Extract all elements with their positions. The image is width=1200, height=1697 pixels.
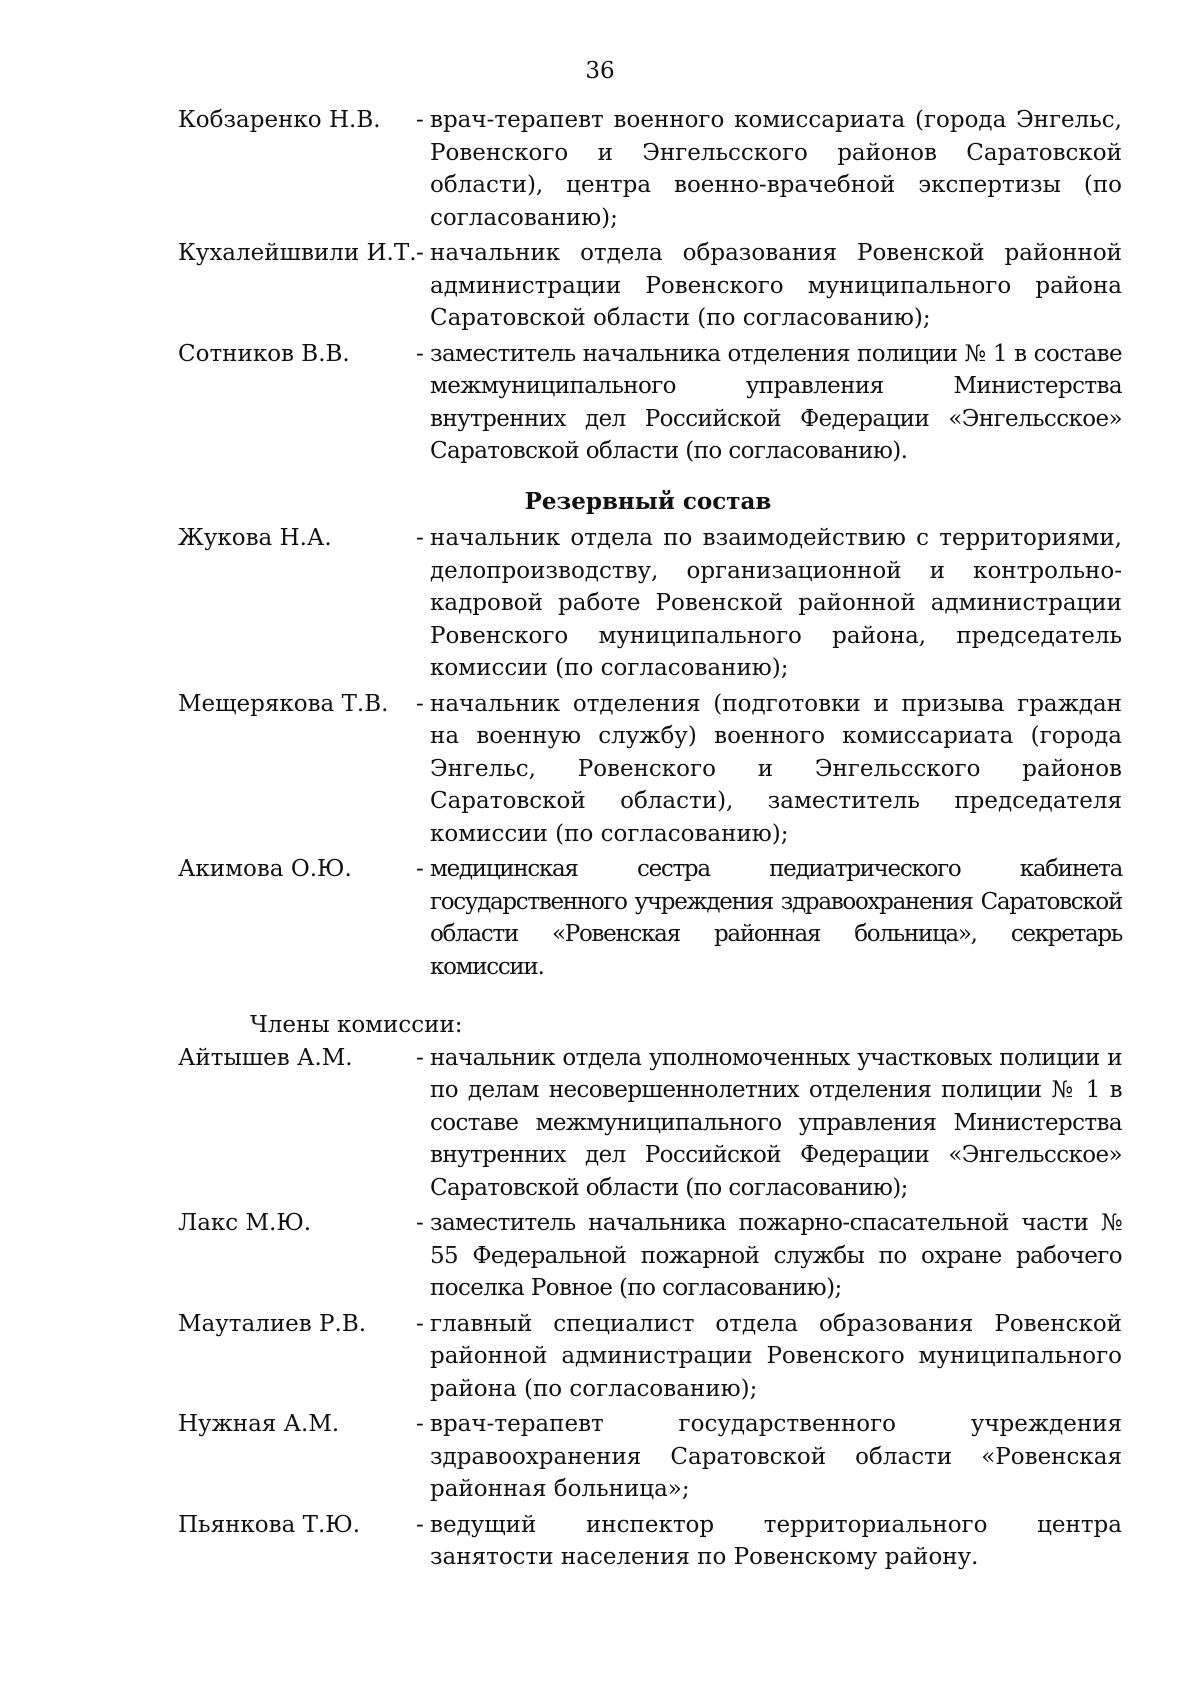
person-role: заместитель начальника пожарно-спасательной части № 55 Федеральной пожарной службы по охране рабочего поселка Ровное (по согласованию);	[430, 1210, 1122, 1301]
list-item	[178, 1207, 1122, 1305]
person-name: Пьянкова Т.Ю.	[178, 1511, 361, 1538]
list-item	[178, 688, 1122, 851]
person-role: заместитель начальника отделения полиции № 1 в составе межмуниципального управления Министерства внутренних дел Российской Федерации «Энгельсское» Саратовской области (по согласованию).	[430, 340, 1122, 464]
list-item	[178, 237, 1122, 335]
dash: -	[416, 1310, 424, 1337]
section-title: Резервный состав	[524, 487, 772, 515]
dash: -	[416, 1411, 424, 1437]
dash: -	[416, 525, 424, 551]
dash: -	[416, 856, 424, 882]
person-name: Акимова О.Ю.	[178, 856, 352, 882]
dash: -	[416, 1511, 424, 1538]
person-name: Айтышев А.М.	[178, 1044, 353, 1071]
page-number: 36	[585, 58, 615, 84]
person-role: начальник отдела уполномоченных участковых полиции и по делам несовершеннолетних отделения полиции № 1 в составе межмуниципального управления Министерства внутренних дел Российской Федерации «Энгельсское» Саратовской области (по согласованию);	[430, 1044, 1122, 1201]
person-name: Кухалейшвили И.Т.	[178, 240, 417, 266]
person-role: врач-терапевт государственного учреждения здравоохранения Саратовской области «Ровенская районная больница»;	[430, 1411, 1122, 1502]
person-name: Сотников В.В.	[178, 340, 350, 367]
members-label: Члены комиссии:	[250, 1012, 463, 1038]
dash: -	[416, 1044, 424, 1071]
document-body	[178, 104, 1122, 1577]
person-role: начальник отдела образования Ровенской районной администрации Ровенского муниципального района Саратовской области (по согласованию);	[430, 240, 1122, 331]
list-item	[178, 1042, 1122, 1205]
list-item	[178, 1509, 1122, 1574]
person-name: Лакс М.Ю.	[178, 1210, 312, 1236]
person-role: начальник отделения (подготовки и призыва граждан на военную службу) военного комиссариата (города Энгельс, Ровенского и Энгельсского районов Саратовской области), заместитель председателя комиссии (по согласованию);	[430, 690, 1122, 847]
list-item	[178, 338, 1122, 468]
person-name: Кобзаренко Н.В.	[178, 107, 381, 133]
person-name: Жукова Н.А.	[178, 525, 332, 551]
dash: -	[416, 107, 424, 133]
person-name: Мещерякова Т.В.	[178, 690, 389, 717]
list-item	[178, 853, 1122, 983]
dash: -	[416, 1210, 424, 1236]
dash: -	[416, 240, 424, 266]
person-role: ведущий инспектор территориального центра занятости населения по Ровенскому району.	[430, 1511, 1122, 1570]
list-item	[178, 1408, 1122, 1506]
person-role: начальник отдела по взаимодействию с территориями, делопроизводству, организационной и контрольно-кадровой работе Ровенской районной администрации Ровенского муниципального района, председатель комиссии (по согласованию);	[430, 525, 1122, 681]
list-item	[178, 104, 1122, 234]
person-role: врач-терапевт военного комиссариата (города Энгельс, Ровенского и Энгельсского районов Саратовской области), центра военно-врачебной экспертизы (по согласованию);	[430, 107, 1122, 231]
list-item	[178, 522, 1122, 685]
person-role: медицинская сестра педиатрического кабинета государственного учреждения здравоохранения Саратовской области «Ровенская районная больница», секретарь комиссии.	[430, 856, 1122, 980]
person-name: Мауталиев Р.В.	[178, 1310, 367, 1337]
person-role: главный специалист отдела образования Ровенской районной администрации Ровенского муниципального района (по согласованию);	[430, 1310, 1122, 1402]
person-name: Нужная А.М.	[178, 1411, 340, 1437]
list-item	[178, 1308, 1122, 1406]
dash: -	[416, 340, 424, 367]
dash: -	[416, 690, 424, 717]
